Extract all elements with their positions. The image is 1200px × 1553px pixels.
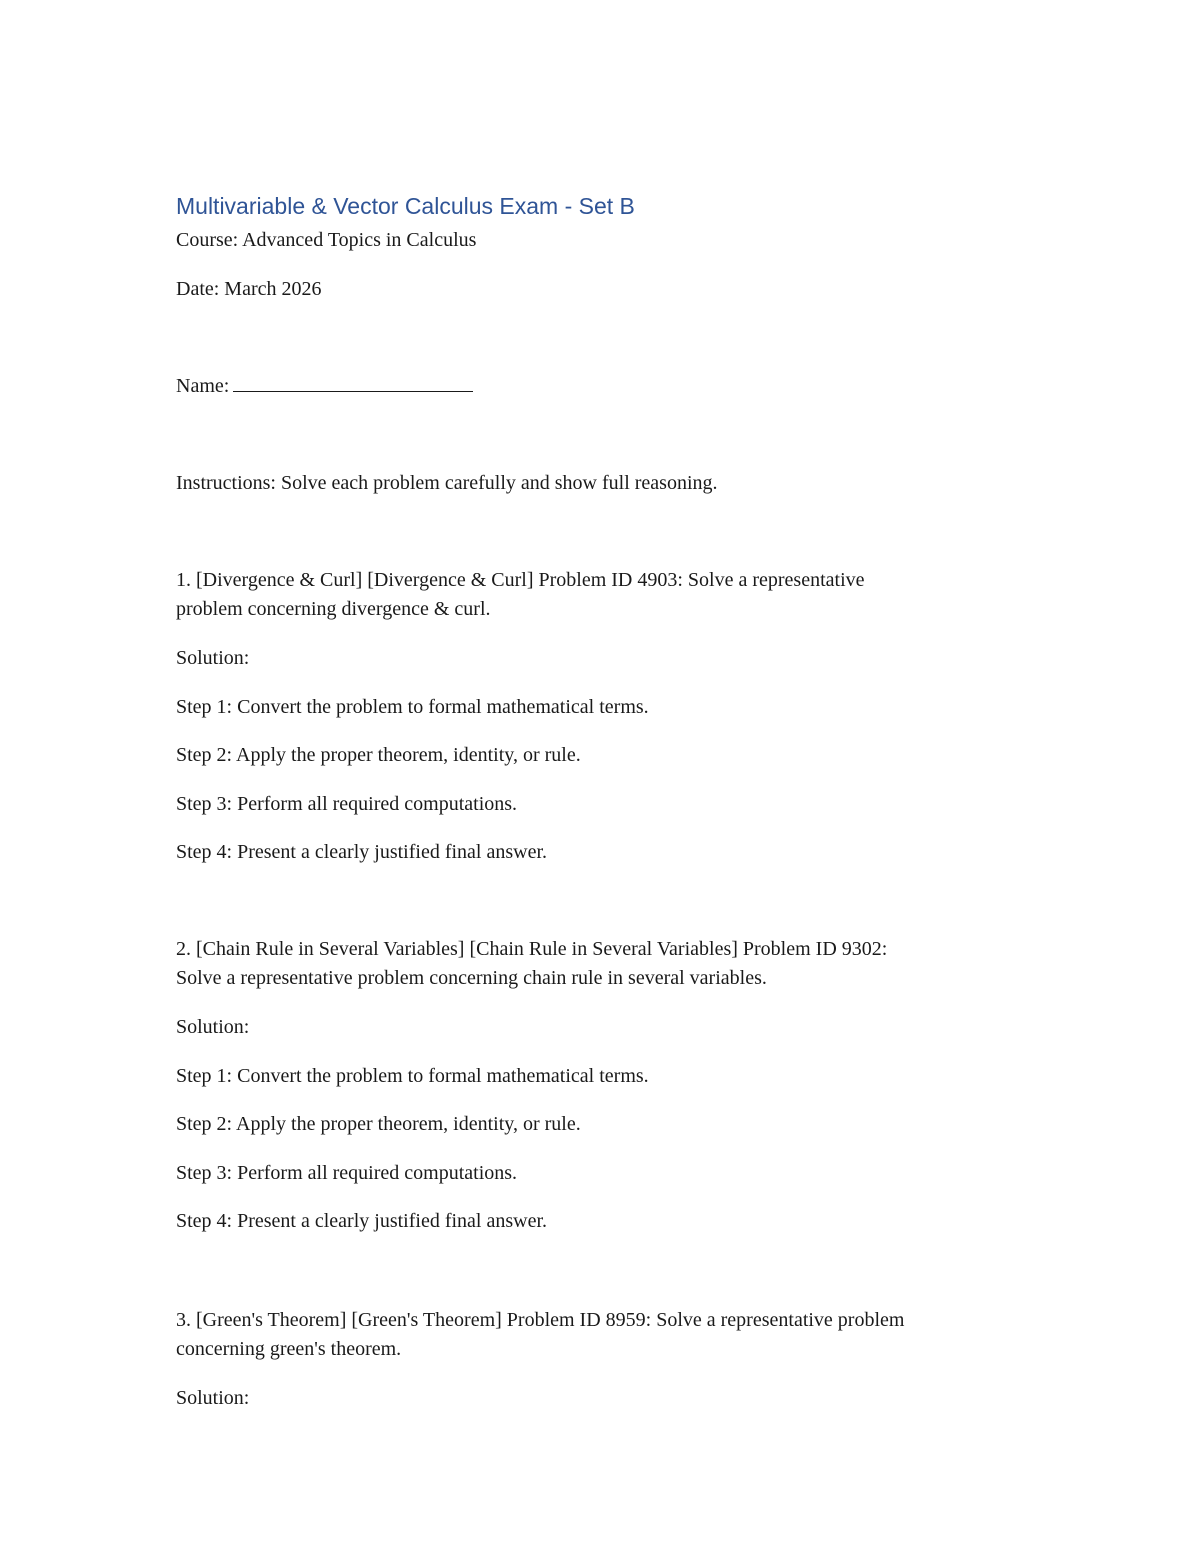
- problem-1-solution-label: Solution:: [176, 647, 250, 669]
- problem-2-step-3: Step 3: Perform all required computations.: [176, 1162, 518, 1184]
- problem-3-statement-line-2: concerning green's theorem.: [176, 1338, 402, 1360]
- problem-1-step-3: Step 3: Perform all required computations.: [176, 793, 518, 815]
- instructions: Instructions: Solve each problem carefully and show full reasoning.: [176, 472, 718, 494]
- problem-2-solution-label: Solution:: [176, 1016, 250, 1038]
- problem-2-statement-line-2: Solve a representative problem concerning chain rule in several variables.: [176, 967, 767, 989]
- date-line: Date: March 2026: [176, 278, 322, 300]
- problem-1-step-2: Step 2: Apply the proper theorem, identity, or rule.: [176, 744, 581, 766]
- problem-1-step-4: Step 4: Present a clearly justified final answer.: [176, 841, 548, 863]
- problem-1-step-1: Step 1: Convert the problem to formal mathematical terms.: [176, 696, 649, 718]
- problem-1-statement-line-2: problem concerning divergence & curl.: [176, 598, 491, 620]
- problem-2-statement-line-1: 2. [Chain Rule in Several Variables] [Chain Rule in Several Variables] Problem ID 9302:: [176, 938, 888, 960]
- name-label: Name:: [176, 375, 230, 397]
- problem-3-solution-label: Solution:: [176, 1387, 250, 1409]
- problem-3-statement-line-1: 3. [Green's Theorem] [Green's Theorem] Problem ID 8959: Solve a representative problem: [176, 1309, 905, 1331]
- problem-2-step-4: Step 4: Present a clearly justified final answer.: [176, 1210, 548, 1232]
- course-line: Course: Advanced Topics in Calculus: [176, 229, 477, 251]
- problem-2-step-1: Step 1: Convert the problem to formal mathematical terms.: [176, 1065, 649, 1087]
- problem-2-step-2: Step 2: Apply the proper theorem, identity, or rule.: [176, 1113, 581, 1135]
- page-title: Multivariable & Vector Calculus Exam - Set B: [176, 193, 635, 219]
- name-field: [176, 372, 473, 400]
- name-blank-line: [233, 373, 473, 392]
- problem-1-statement-line-1: 1. [Divergence & Curl] [Divergence & Curl] Problem ID 4903: Solve a representative: [176, 569, 865, 591]
